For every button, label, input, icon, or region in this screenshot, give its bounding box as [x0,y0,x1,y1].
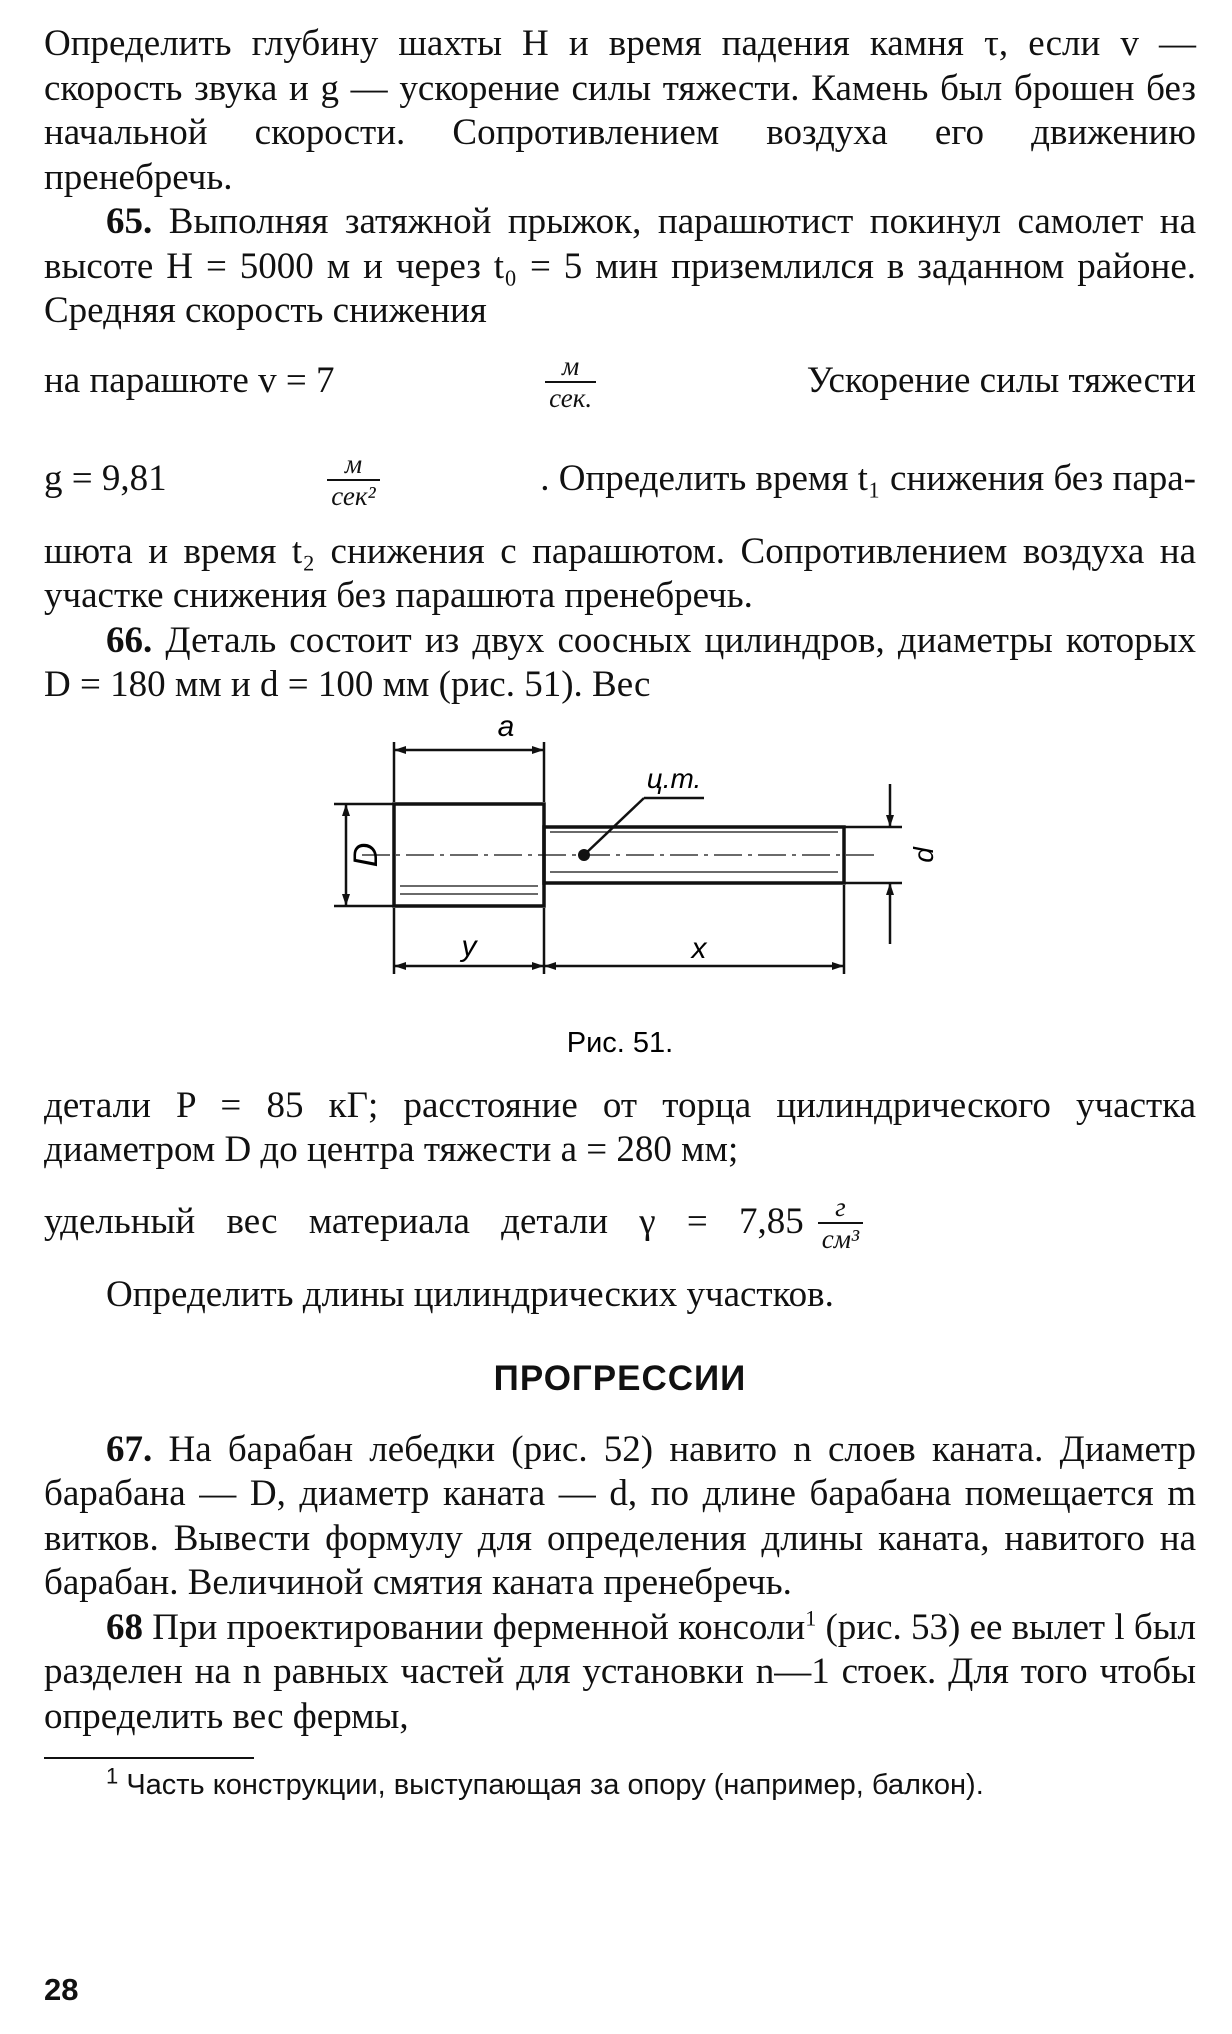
paragraph-problem-65 [44,200,1196,334]
formula-text: . Определить время t₁ снижения без пара- [540,458,1196,500]
fraction-denominator: см³ [818,1222,863,1254]
problem-number: 67. [106,1428,153,1470]
fraction-numerator: г [835,1191,846,1222]
problem-text: Деталь состоит из двух соосных цилиндров, диаметры которых D = 180 мм и d = 100 мм (рис. 51). Вес [44,619,1197,705]
footnote-text: Часть конструкции, выступающая за опору (например, балкон). [126,1769,984,1801]
paragraph-problem-68 [44,1606,1196,1740]
formula-text: на парашюте v = 7 [44,360,335,402]
problem-text: На барабан лебедки (рис. 52) навито n слоев каната. Диаметр барабана — D, диаметр каната — d, по длине барабана помещается m витков. Вывести формулу для определения длины каната, навитого на барабан. Величиной смятия каната пренебречь. [44,1428,1196,1603]
paragraph-problem-65-tail: шюта и время t₂ снижения с парашютом. Сопротивлением воздуха на участке снижения без парашюта пренебречь. [44,530,1196,616]
section-title: ПРОГРЕССИИ [493,1359,747,1398]
formula-velocity-line [44,334,1196,430]
formula-text: удельный вес материала детали γ = 7,85 [44,1201,804,1243]
figure-caption: Рис. 51. [566,1026,674,1059]
page-body [44,22,1196,1805]
paragraph-problem-67 [44,1428,1196,1606]
problem-text: Выполняя затяжной прыжок, парашютист покинул самолет на высоте H = 5000 м и через t₀ = 5 мин приземлился в заданном районе. Средняя скорость снижения [44,201,1197,331]
label-a: a [497,713,515,743]
fraction-numerator: м [344,448,363,479]
fraction-g-per-cm3 [818,1192,863,1254]
problem-number: 65. [106,201,153,242]
formula-text: Ускорение силы тяжести [806,360,1196,402]
fraction-m-per-sec [545,351,596,413]
problem-number: 66. [106,619,153,661]
page-number: 28 [44,1972,79,2007]
fraction-denominator: сек. [545,381,596,413]
fraction-denominator: сек² [327,479,379,511]
paragraph-problem-66-question: Определить длины цилиндрических участков. [106,1273,834,1315]
label-y: y [461,929,477,963]
label-center-of-gravity: ц.т. [646,762,702,794]
fraction-numerator: м [561,350,580,381]
footnote-reference: 1 [805,1605,817,1631]
label-D: D [347,842,385,867]
formula-text: g = 9,81 [44,458,167,500]
footnote-mark: 1 [106,1763,119,1789]
formula-gravity-line [44,430,1196,530]
formula-specific-weight-line [44,1173,1196,1273]
problem-number: 68 [106,1606,143,1648]
label-d: d [908,846,939,863]
paragraph-problem-66 [44,619,1196,708]
problem-text: При проектировании ферменной консоли [152,1606,806,1648]
shaft-drawing [44,714,1196,1084]
figure-51-shaft [44,714,1196,1084]
footnote-divider [44,1757,254,1759]
paragraph-problem-64-tail: Определить глубину шахты H и время падения камня τ, если v — скорость звука и g — ускорение силы тяжести. Камень был брошен без начальной скорости. Сопротивлением воздуха его движению пренебречь. [44,23,1196,198]
paragraph-problem-66-cont: детали P = 85 кГ; расстояние от торца цилиндрического участка диаметром D до центра тяжести a = 280 мм; [44,1084,1196,1170]
problem-text: (рис. 53) ее вылет l был разделен на n равных частей для установки n—1 стоек. Для того чтобы определить вес фермы, [44,1606,1197,1737]
fraction-m-per-sec2 [327,449,379,511]
footnote [44,1765,1196,1805]
label-x: x [691,931,707,965]
